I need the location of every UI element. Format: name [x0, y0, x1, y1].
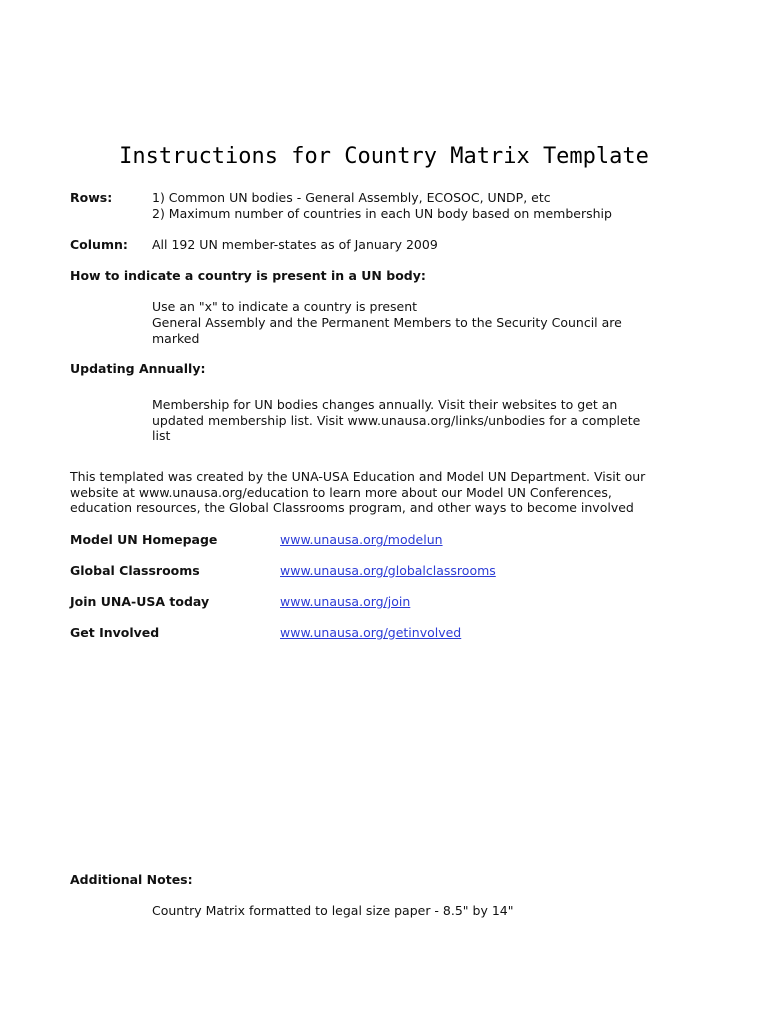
rows-line-2: 2) Maximum number of countries in each UN body based on membership [152, 206, 612, 221]
indicate-heading: How to indicate a country is present in a UN body: [70, 268, 426, 283]
notes-heading: Additional Notes: [70, 872, 193, 887]
updating-heading: Updating Annually: [70, 361, 206, 376]
getinvolved-link[interactable]: www.unausa.org/getinvolved [280, 625, 462, 640]
notes-text: Country Matrix formatted to legal size paper - 8.5" by 14" [152, 903, 514, 918]
link-label-getinvolved: Get Involved [70, 625, 160, 640]
column-label: Column: [70, 237, 128, 252]
column-text: All 192 UN member-states as of January 2009 [152, 237, 438, 252]
modelun-link[interactable]: www.unausa.org/modelun [280, 532, 443, 547]
updating-text: Membership for UN bodies changes annually. Visit their websites to get an updated membership list. Visit www.unausa.org/links/unbodies for a complete list [152, 397, 641, 443]
link-label-modelun: Model UN Homepage [70, 532, 218, 547]
page-title: Instructions for Country Matrix Template [119, 144, 649, 169]
about-paragraph: This templated was created by the UNA-USA Education and Model UN Department. Visit our website at www.unausa.org/education to learn more about our Model UN Conferences, education resources, the Global Classrooms program, and other ways to become involved [70, 469, 646, 515]
join-link[interactable]: www.unausa.org/join [280, 594, 411, 609]
link-label-join: Join UNA-USA today [70, 594, 210, 609]
link-label-globalclassrooms: Global Classrooms [70, 563, 200, 578]
rows-label: Rows: [70, 190, 113, 205]
globalclassrooms-link[interactable]: www.unausa.org/globalclassrooms [280, 563, 496, 578]
indicate-line-1: Use an "x" to indicate a country is present [152, 299, 418, 314]
rows-line-1: 1) Common UN bodies - General Assembly, ECOSOC, UNDP, etc [152, 190, 551, 205]
indicate-line-2: General Assembly and the Permanent Members to the Security Council are marked [152, 315, 622, 346]
